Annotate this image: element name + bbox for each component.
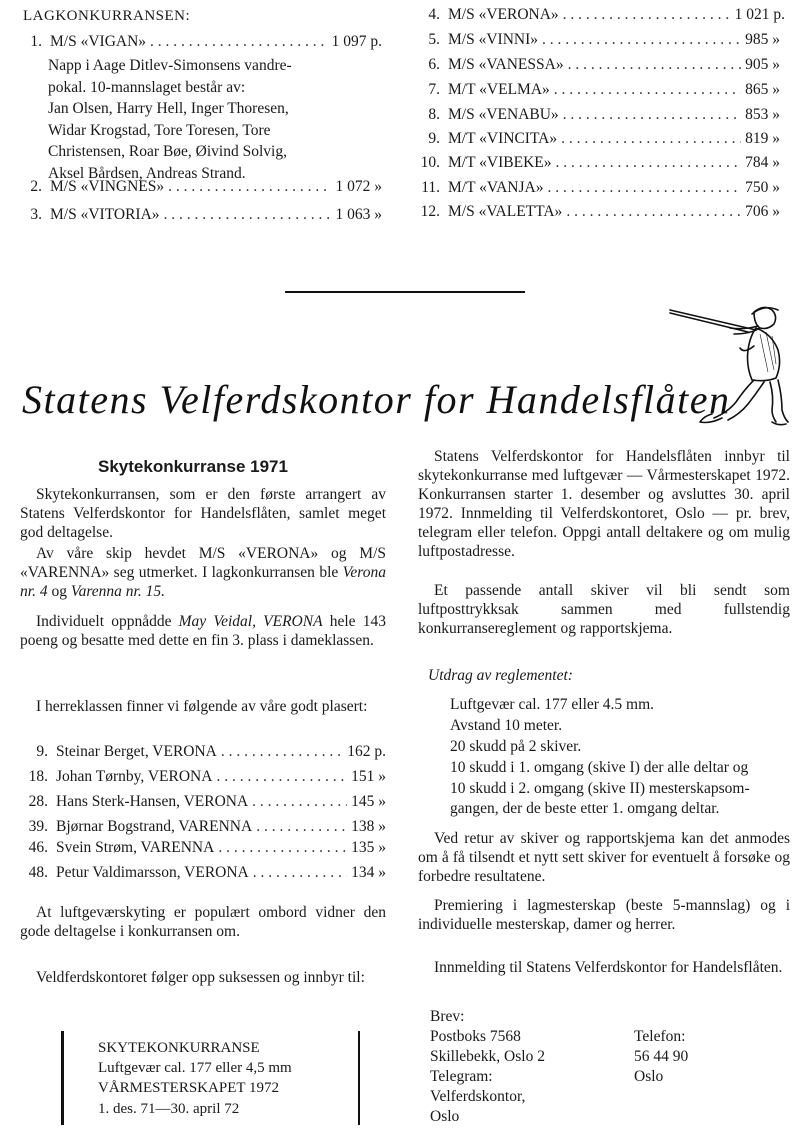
section-divider xyxy=(285,291,525,293)
team-rank-row xyxy=(410,6,785,24)
section-title: Skytekonkurranse 1971 xyxy=(98,457,288,476)
rank-number: 3. xyxy=(30,206,42,223)
points: 905 » xyxy=(745,56,780,73)
rule-line: gangen, der de beste etter 1. omgang deltar. xyxy=(450,800,720,817)
result-row: 18. Johan Tørnby, VERONA . . . 151 » xyxy=(20,768,386,786)
page-title: Statens Velferdskontor for Handelsflåten xyxy=(22,377,731,422)
paragraph: Av våre skip hevdet M/S «VERONA» og M/S «VARENNA» seg utmerket. I lagkonkurransen ble Verona nr. 4 og Varenna nr. 15. xyxy=(20,545,386,600)
rank-number: 10. xyxy=(420,154,440,171)
points: 1 097 p. xyxy=(331,33,382,50)
winner-note-line: Widar Krogstad, Tore Toresen, Tore xyxy=(48,121,271,139)
event-notice-box xyxy=(61,1031,360,1125)
points: 750 » xyxy=(745,179,780,196)
ship-name: M/T «VIBEKE» xyxy=(448,154,552,171)
winner-note-line: Jan Olsen, Harry Hell, Inger Thoresen, xyxy=(48,100,289,117)
winner-note-line: Napp i Aage Ditlev-Simonsens vandre- xyxy=(48,57,292,74)
notice-line: SKYTEKONKURRANSE xyxy=(98,1040,260,1056)
team-rank-row xyxy=(410,130,780,148)
phone-block: Telefon: 56 44 90 Oslo xyxy=(634,1028,689,1085)
lagkonkurransen-heading: LAGKONKURRANSEN: xyxy=(23,8,191,24)
rank-number: 8. xyxy=(428,106,440,123)
notice-line: Luftgevær cal. 177 eller 4,5 mm xyxy=(98,1060,292,1076)
ship-name: M/S «VERONA» xyxy=(448,6,559,23)
rank-number: 11. xyxy=(421,179,440,196)
team-rank-row xyxy=(20,206,382,224)
paragraph: Individuelt oppnådde May Veidal, VERONA hele 143 poeng og besatte med dette en fin 3. plass i dameklassen. xyxy=(20,613,386,649)
points: 865 » xyxy=(745,81,780,98)
leader-dots xyxy=(566,203,741,221)
leader-dots xyxy=(150,33,328,51)
result-row: 46. Svein Strøm, VARENNA . . . 135 » xyxy=(20,839,386,857)
leader-dots xyxy=(561,130,741,148)
team-rank-row xyxy=(410,179,780,197)
rule-line: 10 skudd i 2. omgang (skive II) mesterskapsom- xyxy=(450,780,750,797)
leader-dots xyxy=(547,179,741,197)
team-rank-row xyxy=(20,178,382,196)
leader-dots xyxy=(542,31,741,49)
rank-number: 5. xyxy=(428,31,440,48)
paragraph: At luftgeværskyting er populært ombord vidner den gode deltagelse i konkurransen om. xyxy=(20,904,386,940)
rank-number: 4. xyxy=(428,6,440,23)
team-rank-row xyxy=(410,31,780,49)
result-row: 9. Steinar Berget, VERONA . . . 162 p. xyxy=(20,743,386,761)
rule-line: Avstand 10 meter. xyxy=(450,717,563,734)
paragraph: Premiering i lagmesterskap (beste 5-mannslag) og i individuelle mesterskap, damer og herrer. xyxy=(418,897,790,933)
ship-name: M/S «VALETTA» xyxy=(448,203,563,220)
rank-number: 2. xyxy=(30,178,42,195)
points: 784 » xyxy=(745,154,780,171)
points: 985 » xyxy=(745,31,780,48)
paragraph: Skytekonkurransen, som er den første arrangert av Statens Velferdskontor for Handelsflåten, samlet meget god deltagelse. xyxy=(20,486,386,541)
leader-dots xyxy=(563,106,741,124)
paragraph: Et passende antall skiver vil bli sendt som luftposttrykksak sammen med fullstendig konkurransereglement og rapportskjema. xyxy=(418,582,790,637)
ship-name: M/S «VENABU» xyxy=(448,106,559,123)
points: 706 » xyxy=(745,203,780,220)
ship-name: M/S «VINGNES» xyxy=(50,178,165,195)
rule-line: Luftgevær cal. 177 eller 4.5 mm. xyxy=(450,696,655,713)
rank-number: 6. xyxy=(428,56,440,73)
paragraph: Ved retur av skiver og rapportskjema kan det anmodes om å få tilsendt et nytt sett skiver for eventuelt å forsøke og forbedre resultatene. xyxy=(418,830,790,885)
paragraph: Statens Velferdskontor for Handelsflåten innbyr til skytekonkurranse med luftgevær — Vårmesterskapet 1972. Konkurransen starter 1. desember og avsluttes 30. april 1972. Innmelding til Velferdskontoret, Oslo — pr. brev, telegram eller telefon. Oppgi antall deltakere og om mulig luftpostadresse. xyxy=(418,448,790,560)
team-rank-row xyxy=(410,154,780,172)
rank-number: 9. xyxy=(428,130,440,147)
rank-number: 12. xyxy=(420,203,440,220)
leader-dots xyxy=(555,154,741,172)
paragraph: Veldferdskontoret følger opp suksessen og innbyr til: xyxy=(36,969,365,986)
winner-note xyxy=(48,55,378,184)
points: 819 » xyxy=(745,130,780,147)
team-rank-row xyxy=(410,203,780,221)
winner-note-line: Aksel Bårdsen, Andreas Strand. xyxy=(48,164,246,182)
notice-line: 1. des. 71—30. april 72 xyxy=(98,1101,240,1117)
paragraph: Innmelding til Statens Velferdskontor for Handelsflåten. xyxy=(434,959,783,976)
winner-note-line: Christensen, Roar Bøe, Øivind Solvig, xyxy=(48,143,287,160)
team-rank-row xyxy=(20,33,382,51)
team-rank-row xyxy=(410,81,780,99)
rules-heading: Utdrag av reglementet: xyxy=(428,667,573,684)
points: 1 021 p. xyxy=(734,6,785,23)
notice-line: VÅRMESTERSKAPET 1972 xyxy=(98,1080,279,1096)
ship-name: M/T «VINCITA» xyxy=(448,130,558,147)
address-block: Brev: Postboks 7568 Skillebekk, Oslo 2 Telegram: Velferdskontor, Oslo xyxy=(430,1008,545,1125)
ship-name: M/S «VIGAN» xyxy=(50,33,147,50)
ship-name: M/T «VELMA» xyxy=(448,81,550,98)
leader-dots xyxy=(168,178,331,196)
rule-line: 10 skudd i 1. omgang (skive I) der alle deltar og xyxy=(450,759,749,776)
winner-note-line: pokal. 10-mannslaget består av: xyxy=(48,78,246,96)
paragraph: I herreklassen finner vi følgende av våre godt plasert: xyxy=(36,698,368,715)
result-row: 48. Petur Valdimarsson, VERONA . . . 134 » xyxy=(20,864,386,882)
ship-name: M/S «VINNI» xyxy=(448,31,538,48)
leader-dots xyxy=(568,56,742,74)
result-row: 28. Hans Sterk-Hansen, VERONA . . . 145 » xyxy=(20,793,386,811)
team-rank-row xyxy=(410,106,780,124)
rank-number: 7. xyxy=(428,81,440,98)
rule-line: 20 skudd på 2 skiver. xyxy=(450,738,582,755)
points: 1 072 » xyxy=(335,178,382,195)
points: 853 » xyxy=(745,106,780,123)
leader-dots xyxy=(563,6,731,24)
ship-name: M/T «VANJA» xyxy=(448,179,544,196)
leader-dots xyxy=(164,206,332,224)
ship-name: M/S «VANESSA» xyxy=(448,56,564,73)
leader-dots xyxy=(554,81,741,99)
ship-name: M/S «VITORIA» xyxy=(50,206,160,223)
points: 1 063 » xyxy=(335,206,382,223)
rank-number: 1. xyxy=(30,33,42,50)
team-rank-row xyxy=(410,56,780,74)
result-row: 39. Bjørnar Bogstrand, VARENNA . . . 138 » xyxy=(20,818,386,836)
